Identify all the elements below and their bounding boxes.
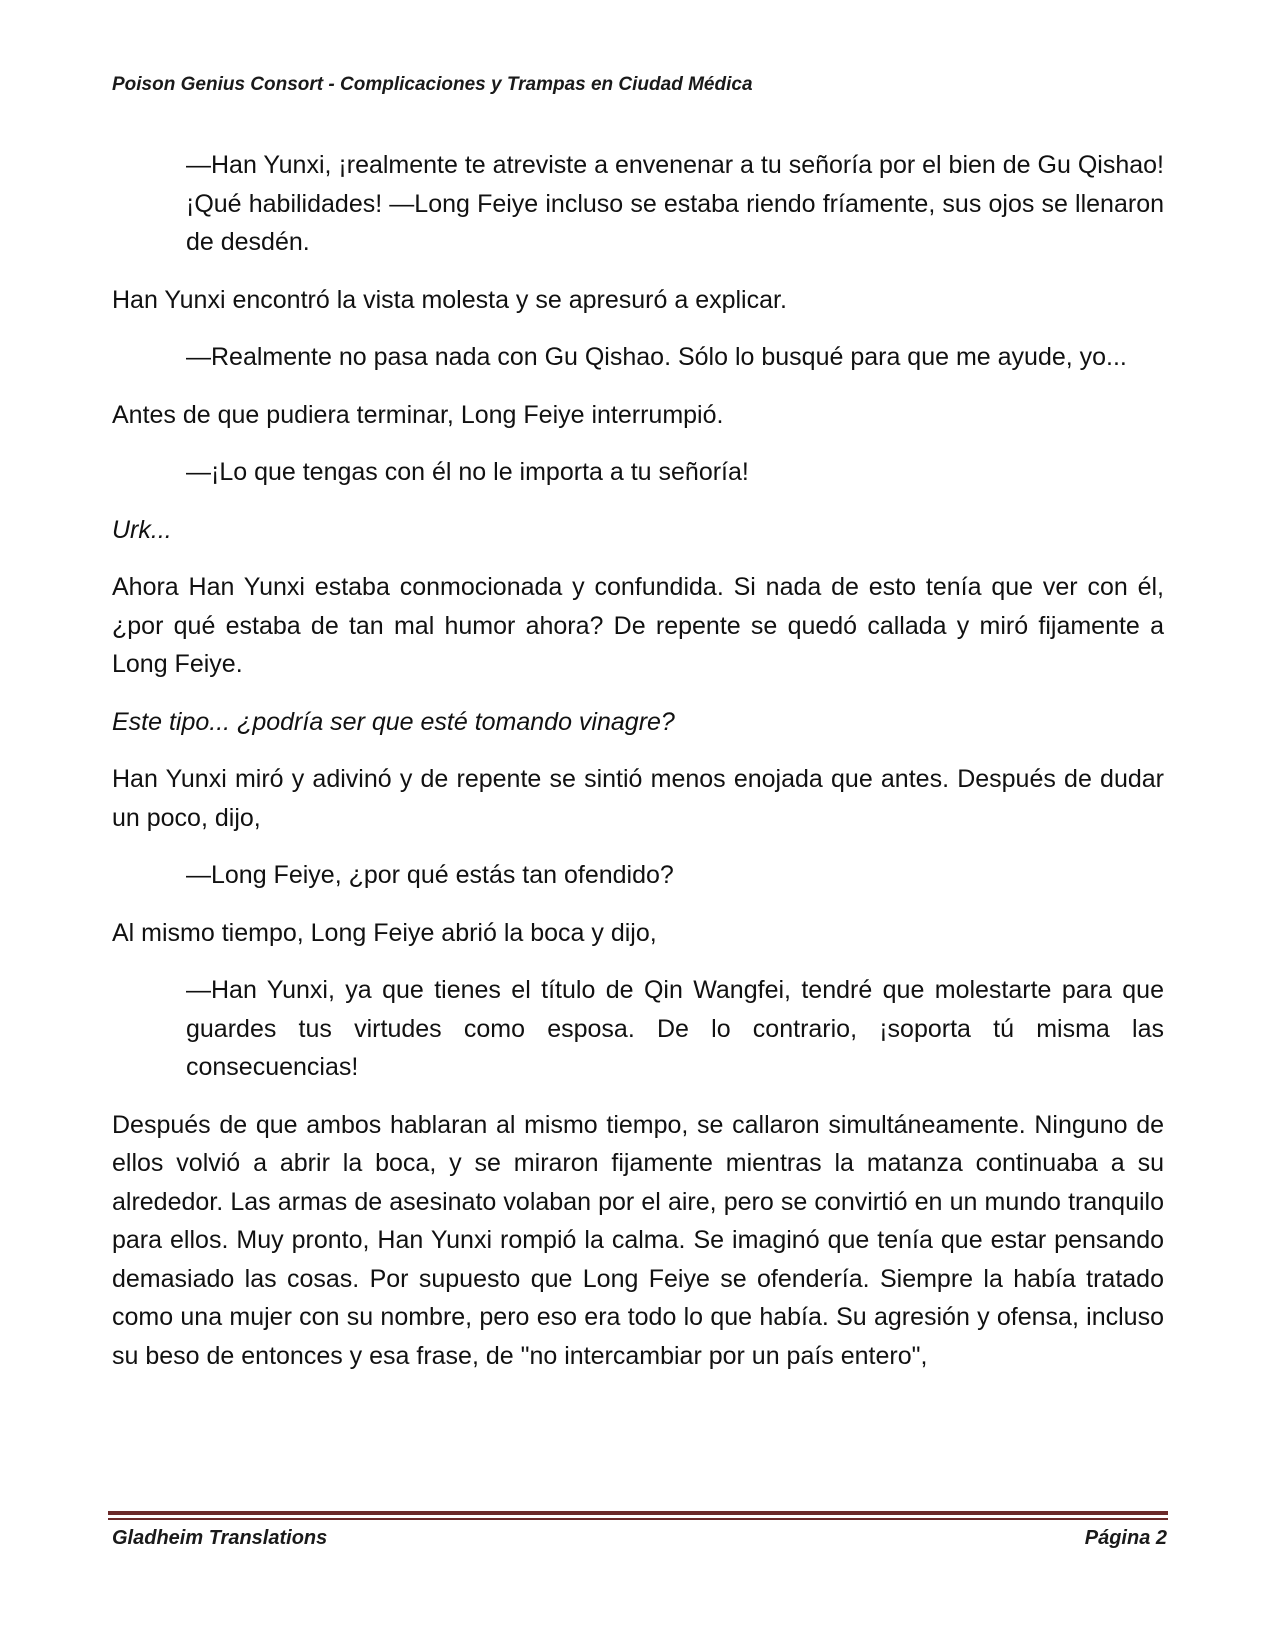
footer-publisher: Gladheim Translations: [112, 1527, 328, 1549]
paragraph-dialogue: —Realmente no pasa nada con Gu Qishao. Sólo lo busqué para que me ayude, yo...: [186, 343, 1127, 371]
page-header-title: Poison Genius Consort - Complicaciones y Trampas en Ciudad Médica: [112, 74, 753, 95]
paragraph-narration: Al mismo tiempo, Long Feiye abrió la boca y dijo,: [112, 918, 657, 947]
paragraph-dialogue: —Han Yunxi, ya que tienes el título de Qin Wangfei, tendré que molestarte para que guardes tus virtudes como esposa. De lo contrario, ¡soporta tú misma las consecuencias!: [186, 976, 1164, 1081]
paragraph-thought: Urk...: [112, 515, 172, 544]
footer-divider-thick: [108, 1511, 1168, 1515]
paragraph-narration: Antes de que pudiera terminar, Long Feiye interrumpió.: [112, 400, 724, 429]
footer-divider-thin: [108, 1518, 1168, 1520]
paragraph-narration: Han Yunxi miró y adivinó y de repente se sintió menos enojada que antes. Después de dudar un poco, dijo,: [112, 765, 1164, 832]
paragraph-narration: Ahora Han Yunxi estaba conmocionada y confundida. Si nada de esto tenía que ver con él, ¿por qué estaba de tan mal humor ahora? De repente se quedó callada y miró fijamente a Long Feiye.: [112, 573, 1164, 678]
paragraph-narration: Después de que ambos hablaran al mismo tiempo, se callaron simultáneamente. Ninguno de ellos volvió a abrir la boca, y se miraron fijamente mientras la matanza continuaba a su alrededor. Las armas de asesinato volaban por el aire, pero se convirtió en un mundo tranquilo para ellos. Muy pronto, Han Yunxi rompió la calma. Se imaginó que tenía que estar pensando demasiado las cosas. Por supuesto que Long Feiye se ofendería. Siempre la había tratado como una mujer con su nombre, pero eso era todo lo que había. Su agresión y ofensa, incluso su beso de entonces y esa frase, de "no intercambiar por un país entero",: [112, 1110, 1164, 1370]
document-body: [112, 146, 1164, 1394]
paragraph-thought: Este tipo... ¿podría ser que esté tomando vinagre?: [112, 707, 675, 736]
paragraph-dialogue: —Long Feiye, ¿por qué estás tan ofendido?: [186, 861, 674, 889]
paragraph-dialogue: —¡Lo que tengas con él no le importa a tu señoría!: [186, 458, 749, 486]
paragraph-narration: Han Yunxi encontró la vista molesta y se apresuró a explicar.: [112, 285, 787, 314]
paragraph-dialogue: —Han Yunxi, ¡realmente te atreviste a envenenar a tu señoría por el bien de Gu Qishao! ¡Qué habilidades! —Long Feiye incluso se estaba riendo fríamente, sus ojos se llenaron de desdén.: [186, 151, 1164, 256]
footer-page-number: Página 2: [1084, 1527, 1167, 1549]
